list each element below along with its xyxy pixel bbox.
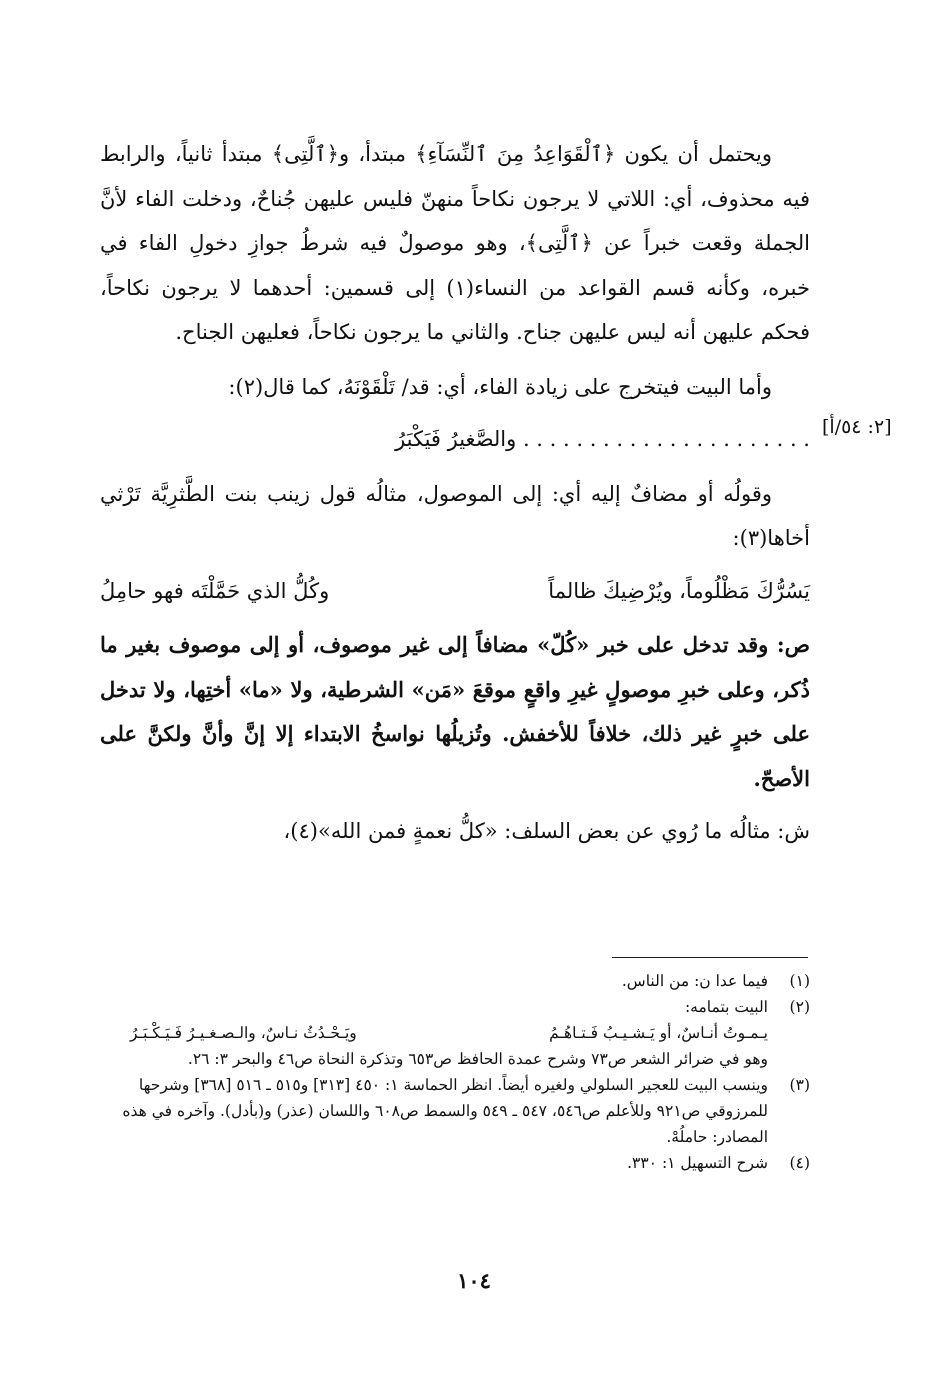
rule-text-bold: ص: وقد تدخل على خبر «كُلّ» مضافاً إلى غير موصوف، أو إلى موصوف بغير ما ذُكر، وعلى خبرِ موصولٍ غيرِ واقعٍ موقعَ «مَن» الشرطية، ولا «ما» أختِها، ولا تدخل على خبرٍ غير ذلك، خلافاً للأخفش. وتُزيلُها نواسخُ الابتداء إلا إنَّ وأنَّ ولكنَّ على الأصحّ. xyxy=(100,632,810,791)
footnote-number: (٢) xyxy=(789,998,810,1016)
footnote-text: فيما عدا ن: من الناس. xyxy=(621,972,768,990)
footnote-number: (٤) xyxy=(789,1154,810,1172)
verse-partial: . . . . . . . . . . . . . . . . . . . . . . والصَّغيرُ فَيَكْبَرُ xyxy=(395,427,810,451)
paragraph-verse-explanation: وأما البيت فيتخرج على زيادة الفاء، أي: قد/ تَلْقَوْنَهُ، كما قال(٢): xyxy=(228,374,772,399)
footnote xyxy=(100,1072,810,1150)
verse-first-hemistich: يَسُرُّكَ مَظْلُوماً، ويُرْضِيكَ ظالماً xyxy=(548,578,810,603)
footnote xyxy=(100,994,810,1072)
main-text xyxy=(100,132,810,854)
page-number: ١٠٤ xyxy=(457,1268,491,1293)
manuscript-folio-reference: [٢: ٥٤/أ] xyxy=(822,416,892,438)
footnote-text: وينسب البيت للعجير السلولي ولغيره أيضاً. انظر الحماسة ١: ٤٥٠ [٣١٣] و٥١٥ ـ ٥١٦ [٣٦٨] وشرحها للمرزوقي ص٩٢١ وللأعلم ص٥٤٦، ٥٤٧ ـ ٥٤٩ والسمط ص٦٠٨ واللسان (عذر) و(بأدل). وآخره في هذه المصادر: حاملُهْ. xyxy=(122,1076,768,1146)
verse-second-hemistich: وكُلُّ الذي حَمَّلْتَه فهو حامِلُ xyxy=(100,578,330,603)
footnote xyxy=(100,968,810,994)
footnote xyxy=(100,1150,810,1176)
footnote-number: (٣) xyxy=(789,1076,810,1094)
footnote-text: شرح التسهيل ١: ٣٣٠. xyxy=(627,1154,768,1172)
footnote-verse-first: يـمـوتُ أنـاسٌ، أو يَـشـيـبُ فَـتـاهُـمُ xyxy=(549,1024,768,1042)
footnote-separator xyxy=(612,957,808,958)
verse-zaynab xyxy=(100,569,810,614)
footnote-number: (١) xyxy=(789,972,810,990)
paragraph-interpretation: ويحتمل أن يكون ﴿ٱلْقَوَاعِدُ مِنَ ٱلنِّسَآءِ﴾ مبتدأ، و﴿ٱلَّتِى﴾ مبتدأ ثانياً، والرابط فيه محذوف، أي: اللاتي لا يرجون نكاحاً منهنّ فليس عليهن جُناحٌ، ودخلت الفاء لأنَّ الجملة وقعت خبراً عن ﴿ٱلَّتِى﴾، وهو موصولٌ فيه شرطُ جوازِ دخولِ الفاء في خبره، وكأنه قسم القواعد من النساء(١) إلى قسمين: أحدهما لا يرجون نكاحاً، فحكم عليهن أنه ليس عليهن جناح. والثاني ما يرجون نكاحاً، فعليهن الجناح. xyxy=(100,142,810,344)
footnote-text: البيت بتمامه: xyxy=(684,998,768,1016)
paragraph-mudaf-example: وقولُه أو مضافٌ إليه أي: إلى الموصول، مثالُه قول زينب بنت الطَّثرِيَّة تَرْثي أخاها(٣): xyxy=(100,481,810,550)
footnote-verse xyxy=(100,1020,768,1046)
footnotes xyxy=(100,968,810,1176)
footnote-verse-second: ويَـحْـدُثُ نـاسٌ، والـصـغـيـرُ فَـيَـكْـبَـرُ xyxy=(130,1024,357,1042)
paragraph-commentary: ش: مثالُه ما رُوي عن بعض السلف: «كلُّ نعمةٍ فمن الله»(٤)، xyxy=(283,819,810,843)
footnote-source: وهو في ضرائر الشعر ص٧٣ وشرح عمدة الحافظ ص٦٥٣ وتذكرة النحاة ص٤٦ والبحر ٣: ٢٦. xyxy=(187,1050,768,1068)
